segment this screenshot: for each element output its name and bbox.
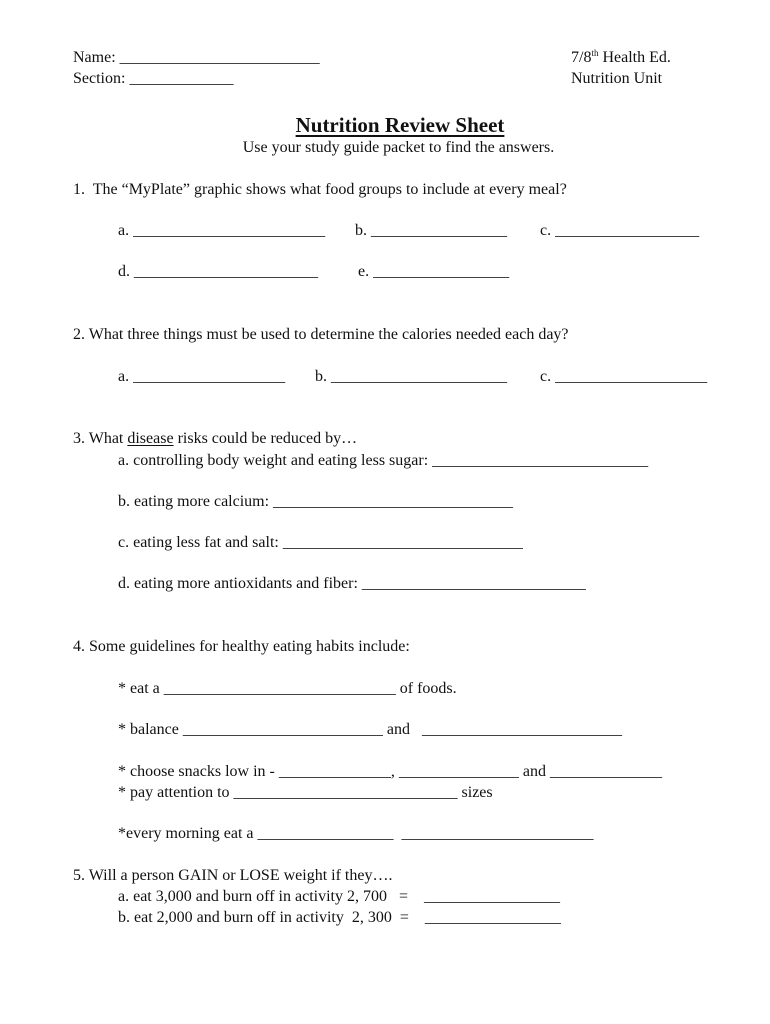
q2-answer-c: c. ___________________ [540,368,708,385]
q3-item-a: a. controlling body weight and eating less sugar: ___________________________ [118,452,649,469]
q4-line-4: * pay attention to ____________________________ sizes [118,784,493,801]
question-3 [73,429,357,449]
section-field: Section: _____________ [73,70,234,87]
q1-answer-a: a. ________________________ [118,222,326,239]
q2-answer-a: a. ___________________ [118,368,286,385]
q1-answer-e: e. _________________ [358,263,510,280]
course-suffix: Health Ed. [598,49,671,66]
question-4: 4. Some guidelines for healthy eating habits include: [73,638,410,655]
page-title: Nutrition Review Sheet [295,113,505,137]
q5-item-a: a. eat 3,000 and burn off in activity 2, 700 = _________________ [118,888,560,905]
name-field: Name: _________________________ [73,49,320,66]
unit-label: Nutrition Unit [571,70,663,87]
course-sup: th [591,48,599,58]
q3-suffix: risks could be reduced by… [173,430,358,447]
q4-line-2: * balance _________________________ and _________________________ [118,721,622,738]
page-subtitle: Use your study guide packet to find the answers. [242,139,555,156]
question-1: 1. The “MyPlate” graphic shows what food groups to include at every meal? [73,181,567,198]
q1-answer-c: c. __________________ [540,222,700,239]
q3-item-d: d. eating more antioxidants and fiber: ____________________________ [118,575,586,592]
course-label [571,48,671,68]
q3-underlined-word: disease [127,430,174,447]
q2-answer-b: b. ______________________ [315,368,507,385]
question-5: 5. Will a person GAIN or LOSE weight if they…. [73,867,393,884]
q1-answer-b: b. _________________ [355,222,507,239]
q3-item-b: b. eating more calcium: ______________________________ [118,493,514,510]
q4-line-5: *every morning eat a _________________ ________________________ [118,825,594,842]
question-2: 2. What three things must be used to determine the calories needed each day? [73,326,569,343]
q5-item-b: b. eat 2,000 and burn off in activity 2, 300 = _________________ [118,909,561,926]
q4-line-3: * choose snacks low in - ______________, _______________ and ______________ [118,763,662,780]
course-prefix: 7/8 [571,49,592,66]
q1-answer-d: d. _______________________ [118,263,318,280]
q3-prefix: 3. What [73,430,128,447]
q4-line-1: * eat a _____________________________ of foods. [118,680,457,697]
q3-item-c: c. eating less fat and salt: ______________________________ [118,534,523,551]
